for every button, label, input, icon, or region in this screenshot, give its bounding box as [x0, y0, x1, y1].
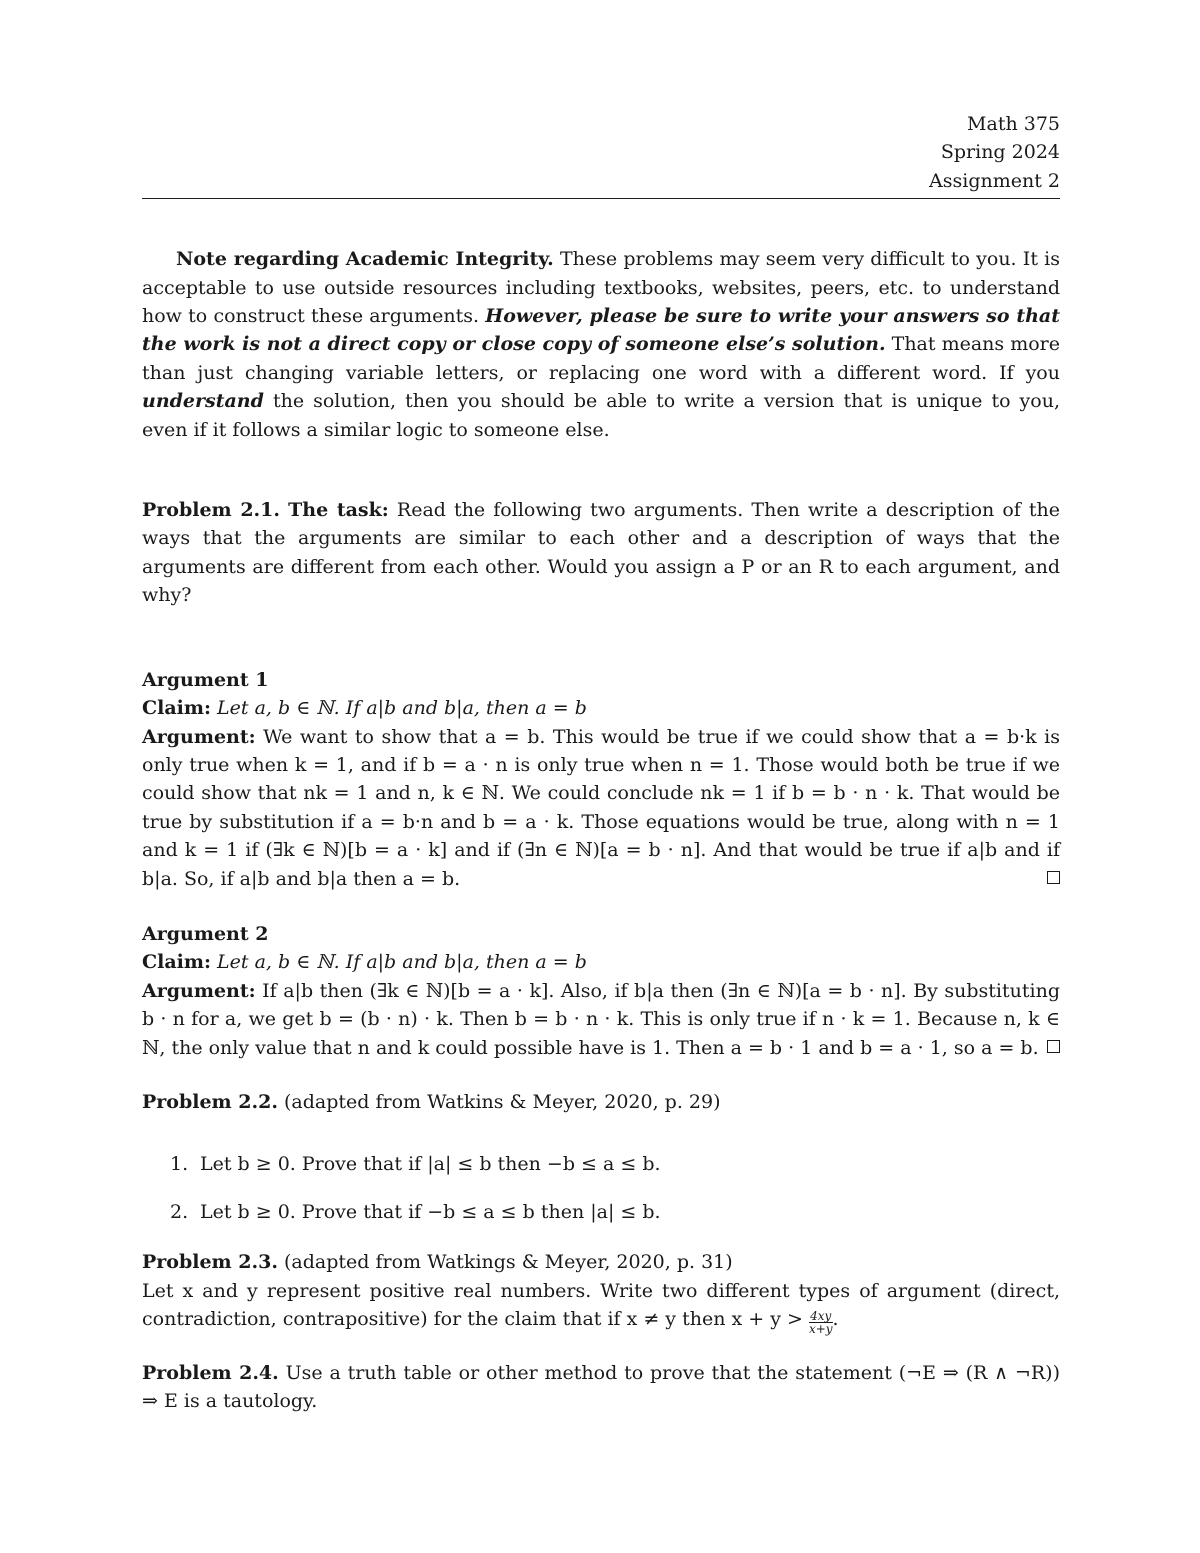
list-item-number: 1. [170, 1153, 189, 1176]
fraction [809, 1310, 833, 1335]
argument-1-text: We want to show that a = b. This would be true if we could show that a = b·k is only true when k = 1, and if b = a · n is only true when n = 1. Those would both be true if we could show that nk = 1 and n, k ∈ ℕ. We could conclude nk = 1 if b = b · n · k. That would be true by substitution if a = b·n and b = a · k. Those equations would be true, along with n = 1 and k = 1 if (∃k ∈ ℕ)[b = a · k] and if (∃n ∈ ℕ)[a = b · n]. And that would be true if a|b and if b|a. So, if a|b and b|a then a = b. [142, 725, 1060, 890]
argument-2 [142, 920, 1060, 1062]
note-emphasis: However, please be sure to write your answers so that the work is not a direct copy or close copy of someone else’s solution. [142, 305, 1060, 356]
problem-2-1-task: The task: [288, 499, 389, 522]
course-name: Math 375 [967, 113, 1060, 135]
problem-2-2-list [142, 1150, 1060, 1226]
argument-2-body [142, 977, 1060, 1062]
argument-1 [142, 666, 1060, 893]
problem-2-3 [142, 1248, 1060, 1335]
problem-2-3-label: Problem 2.3. [142, 1251, 278, 1274]
problem-2-1-label: Problem 2.1. [142, 499, 281, 522]
problem-2-3-body [142, 1277, 1060, 1335]
argument-2-claim [142, 948, 1060, 976]
note-text-2: That means more than just changing variable letters, or replacing one word with a different word. If you [142, 333, 1060, 384]
fraction-denominator: x+y [808, 1322, 833, 1336]
problem-2-3-end: . [832, 1308, 839, 1330]
problem-2-1 [142, 496, 1060, 610]
problem-2-4-label: Problem 2.4. [142, 1362, 279, 1384]
integrity-note [142, 245, 1060, 444]
page-header [142, 110, 1060, 195]
claim-text: Let a, b ∈ ℕ. If a|b and b|a, then a = b [217, 951, 587, 974]
document-page [142, 110, 1060, 1416]
problem-2-4-text: Use a truth table or other method to prove that the statement (¬E ⇒ (R ∧ ¬R)) ⇒ E is a tautology. [142, 1362, 1060, 1413]
note-understand: understand [142, 390, 264, 413]
list-item [142, 1198, 1060, 1226]
note-text-3: the solution, then you should be able to write a version that is unique to you, even if it follows a similar logic to someone else. [142, 390, 1061, 441]
problem-2-3-text: Let x and y represent positive real numbers. Write two different types of argument (direct, contradiction, contrapositive) for the claim that if x ≠ y then x + y > [142, 1279, 1060, 1330]
fraction-numerator: 4xy [810, 1309, 832, 1323]
note-text-1: These problems may seem very difficult to you. It is acceptable to use outside resources including textbooks, websites, peers, etc. to understand how to construct these arguments. [142, 248, 1060, 328]
problem-2-4 [142, 1359, 1060, 1416]
qed-box-icon [1047, 1040, 1060, 1053]
problem-2-2 [142, 1088, 1060, 1116]
argument-2-text: If a|b then (∃k ∈ ℕ)[b = a · k]. Also, if b|a then (∃n ∈ ℕ)[a = b · n]. By substituting b · n for a, we get b = (b · n) · k. Then b = b · n · k. This is only true if n · k = 1. Because n, k ∈ ℕ, the only value that n and k could possible have is 1. Then a = b · 1 and b = a · 1, so a = b. [142, 979, 1060, 1059]
argument-label: Argument: [142, 979, 256, 1002]
header-rule [142, 198, 1060, 199]
problem-2-2-text: (adapted from Watkins & Meyer, 2020, p. 29) [284, 1090, 721, 1113]
claim-text: Let a, b ∈ ℕ. If a|b and b|a, then a = b [217, 697, 587, 720]
argument-label: Argument: [142, 725, 256, 748]
problem-2-2-label: Problem 2.2. [142, 1090, 278, 1113]
problem-2-3-source: (adapted from Watkings & Meyer, 2020, p. 31) [284, 1251, 733, 1274]
argument-1-heading: Argument 1 [142, 668, 269, 691]
problem-2-1-text: Read the following two arguments. Then write a description of the ways that the arguments are similar to each other and a description of ways that the arguments are different from each other. Would you assign a P or an R to each argument, and why? [142, 499, 1061, 607]
argument-1-claim [142, 694, 1060, 722]
list-item-number: 2. [170, 1200, 189, 1223]
claim-label: Claim: [142, 697, 211, 720]
assignment-title: Assignment 2 [929, 169, 1060, 192]
qed-box-icon [1047, 871, 1060, 884]
claim-label: Claim: [142, 951, 211, 974]
note-title: Note regarding Academic Integrity. [176, 248, 554, 271]
list-item-text: Let b ≥ 0. Prove that if |a| ≤ b then −b ≤ a ≤ b. [200, 1153, 661, 1176]
argument-1-body [142, 723, 1060, 893]
argument-2-heading: Argument 2 [142, 922, 269, 945]
list-item-text: Let b ≥ 0. Prove that if −b ≤ a ≤ b then |a| ≤ b. [200, 1200, 661, 1223]
list-item [142, 1150, 1060, 1178]
term: Spring 2024 [940, 141, 1060, 164]
